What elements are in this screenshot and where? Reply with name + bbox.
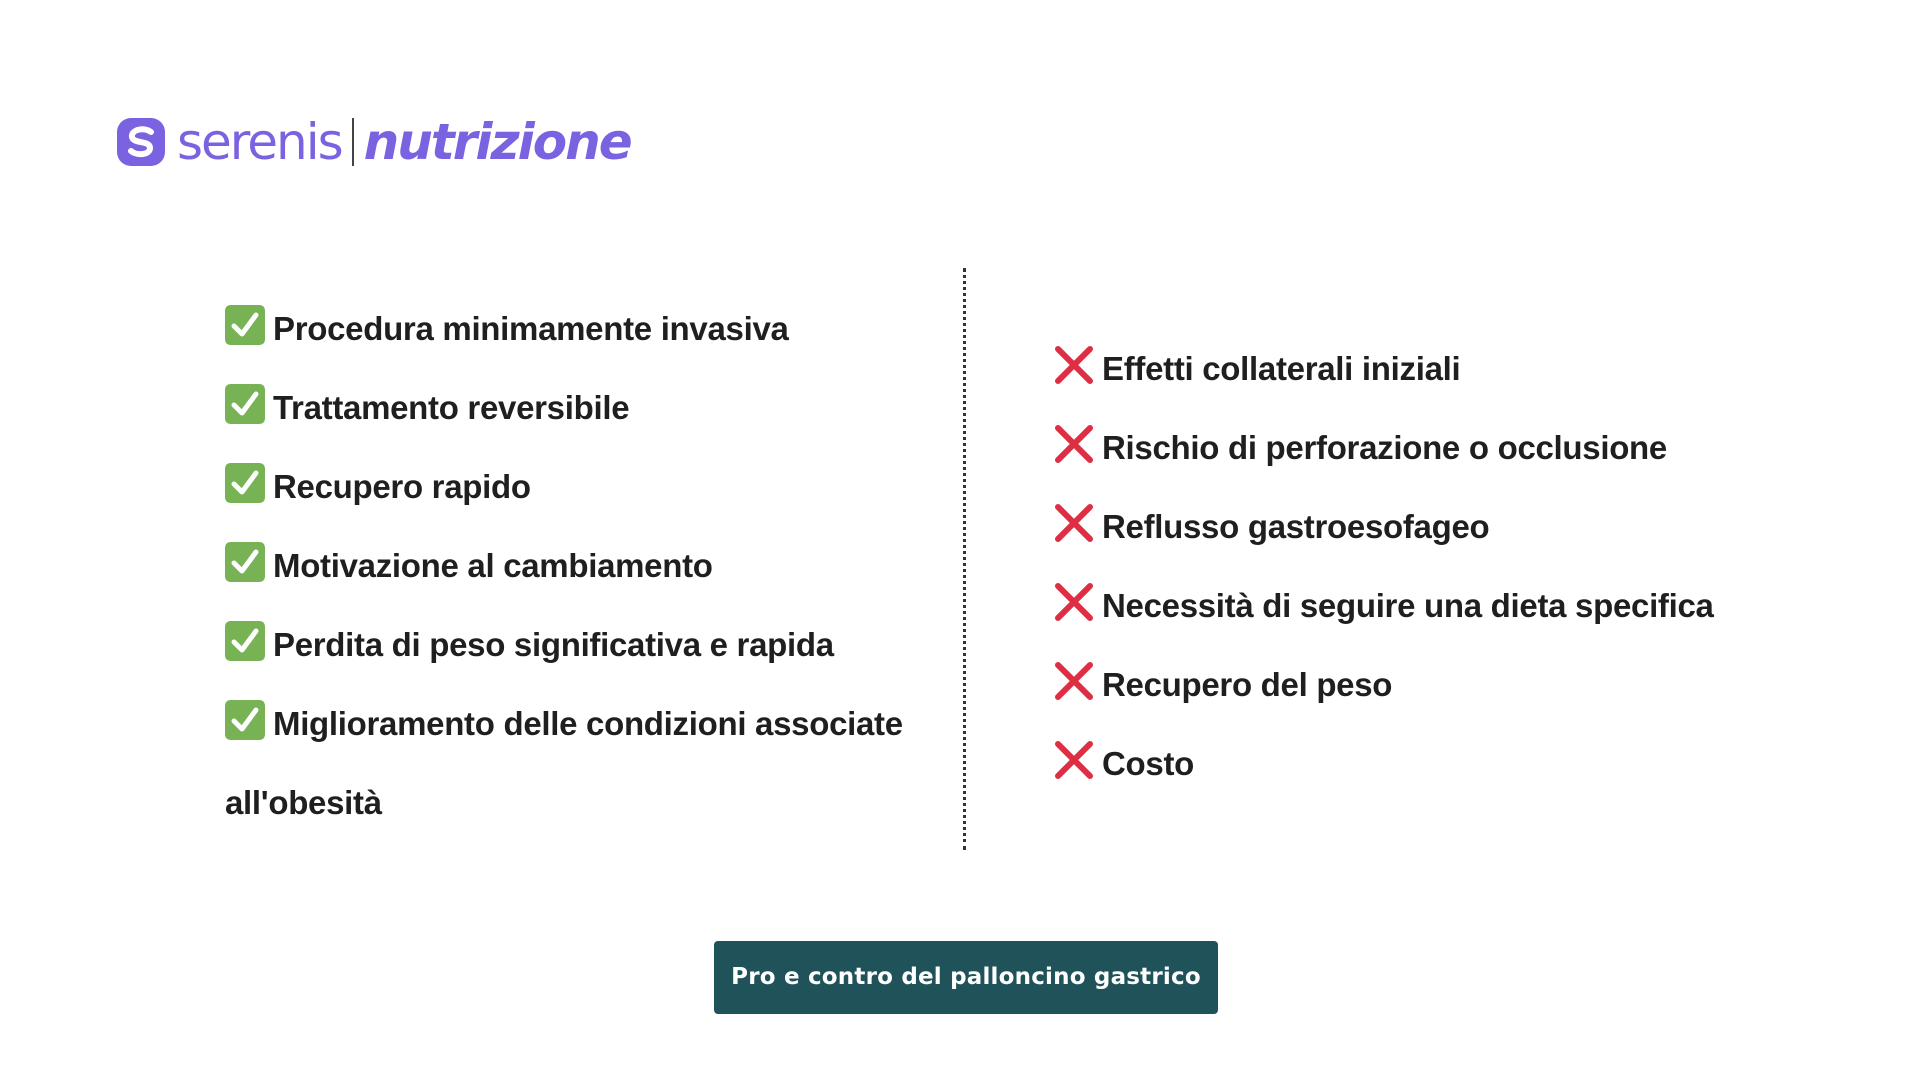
cross-mark-icon xyxy=(1054,345,1094,385)
check-mark-icon xyxy=(225,463,265,503)
pros-list xyxy=(225,289,905,842)
check-mark-icon xyxy=(225,700,265,740)
pro-item-label: Trattamento reversibile xyxy=(273,389,630,426)
logo-divider xyxy=(352,118,354,166)
con-item-label: Reflusso gastroesofageo xyxy=(1102,508,1490,545)
con-item-label: Necessità di seguire una dieta specifica xyxy=(1102,587,1714,624)
column-divider xyxy=(963,268,966,850)
check-mark-icon xyxy=(225,305,265,345)
con-item xyxy=(1054,487,1834,566)
cross-mark-icon xyxy=(1054,582,1094,622)
pro-item-label: Perdita di peso significativa e rapida xyxy=(273,626,834,663)
con-item-label: Recupero del peso xyxy=(1102,666,1393,703)
con-item-label: Rischio di perforazione o occlusione xyxy=(1102,429,1667,466)
logo-brand-text: serenis xyxy=(177,113,342,171)
con-item xyxy=(1054,408,1834,487)
check-mark-icon xyxy=(225,384,265,424)
cross-mark-icon xyxy=(1054,661,1094,701)
logo-product-text: nutrizione xyxy=(363,113,631,171)
pro-item-label: Recupero rapido xyxy=(273,468,531,505)
cross-mark-icon xyxy=(1054,740,1094,780)
con-item xyxy=(1054,645,1834,724)
cons-list xyxy=(1054,329,1834,803)
serenis-s-logo-icon xyxy=(117,118,165,166)
cross-mark-icon xyxy=(1054,503,1094,543)
con-item-label: Costo xyxy=(1102,745,1194,782)
pro-item xyxy=(225,684,905,842)
con-item-label: Effetti collaterali iniziali xyxy=(1102,350,1461,387)
pro-item xyxy=(225,289,905,368)
logo xyxy=(117,114,631,170)
pro-item xyxy=(225,447,905,526)
check-mark-icon xyxy=(225,621,265,661)
pro-item-label: Procedura minimamente invasiva xyxy=(273,310,789,347)
con-item xyxy=(1054,329,1834,408)
caption-banner: Pro e contro del palloncino gastrico xyxy=(714,941,1218,1014)
check-mark-icon xyxy=(225,542,265,582)
pro-item-label: Miglioramento delle condizioni associate all'obesità xyxy=(225,705,903,821)
pro-item xyxy=(225,605,905,684)
pro-item-label: Motivazione al cambiamento xyxy=(273,547,713,584)
pro-item xyxy=(225,526,905,605)
con-item xyxy=(1054,724,1834,803)
cross-mark-icon xyxy=(1054,424,1094,464)
pro-item xyxy=(225,368,905,447)
con-item xyxy=(1054,566,1834,645)
